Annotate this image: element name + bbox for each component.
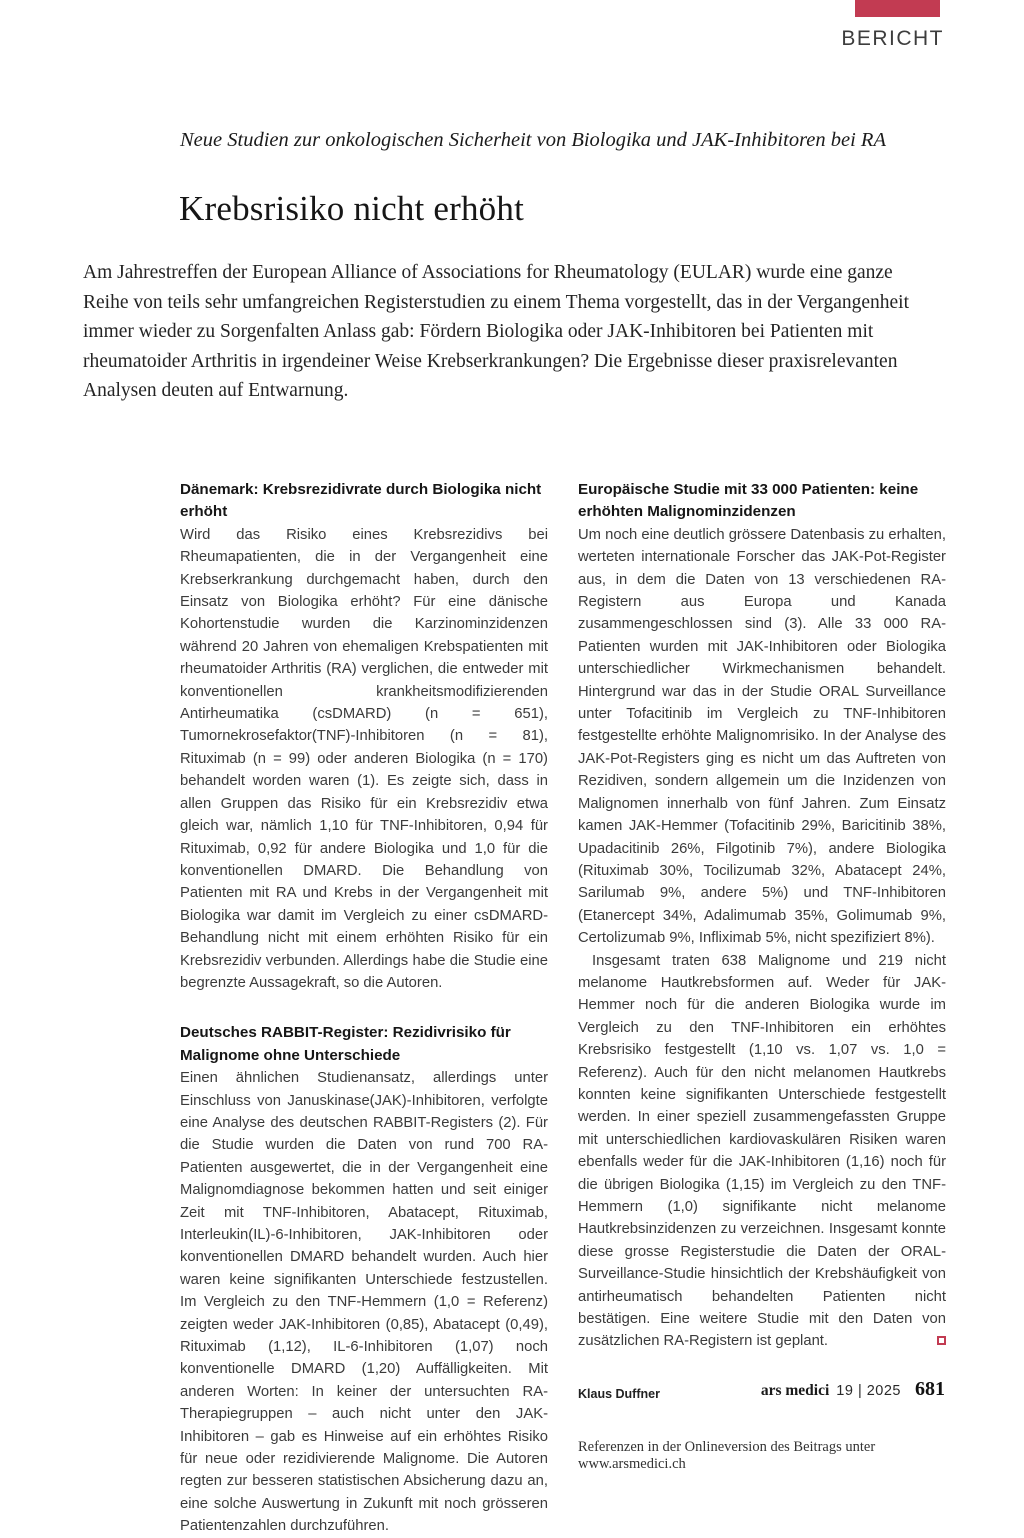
section-rabbit xyxy=(180,1022,548,1537)
section-heading-european-study: Europäische Studie mit 33 000 Patienten: keine erhöhten Malignominzidenzen xyxy=(578,481,919,521)
reference-note: Referenzen in der Onlineversion des Beitrags unter www.arsmedici.ch xyxy=(578,1438,876,1472)
section-body-european-study-p2-text: Insgesamt traten 638 Malignome und 219 nicht melanome Hautkrebsformen auf. Weder für JAK-Hemmer noch für die anderen Biologika wurde im Vergleich zu den TNF-Inhibitoren ein erhöhtes Krebsrisiko festgestellt (1,10 vs. 1,07 vs. 1,0 = Referenz). Auch für den nicht melanomen Hautkrebs konnten keine signifikanten Unterschiede festgestellt werden. In einer speziell zusammengefassten Gruppe mit unterschiedlichen kardiovaskulären Risiken waren ebenfalls weder für die JAK-Inhibitoren (1,16) noch für die übrigen Biologika (1,15) im Vergleich zu den TNF-Hemmern (1,0) signifikante nicht melanome Hautkrebsinzidenzen zu verzeichnen. Insgesamt konnte diese grosse Registerstudie die Daten der ORAL-Surveillance-Studie hinsichtlich der Krebshäufigkeit von antirheumatisch behandelten Patienten nicht bestätigen. Eine weitere Studie mit den Daten von zusätzlichen RA-Registern ist geplant. xyxy=(578,952,946,1350)
lead-paragraph: Am Jahrestreffen der European Alliance of Associations for Rheumatology (EULAR) wurde eine ganze Reihe von teils sehr umfangreichen Registerstudien zu einem Thema vorgestellt, das in der Vergangenheit immer wieder zu Sorgenfalten Anlass gab: Fördern Biologika oder JAK-Inhibitoren bei Patienten mit rheumatoider Arthritis in irgendeiner Weise Krebserkrankungen? Die Ergebnisse dieser praxisrelevanten Analysen deuten auf Entwarnung. xyxy=(83,262,909,402)
section-body-denmark: Wird das Risiko eines Krebsrezidivs bei Rheumapatienten, die in der Vergangenheit eine Krebserkrankung durchgemacht haben, durch den Einsatz von Biologika erhöht? Für eine dänische Kohortenstudie wurden die Karzinominzidenzen während 20 Jahren von ehemaligen Krebspatienten mit rheumatoider Arthritis (RA) verglichen, die entweder mit konventionellen krankheitsmodifizierenden Antirheumatika (csDMARD) (n = 651), Tumornekrosefaktor(TNF)-Inhibitoren (n = 81), Rituximab (n = 99) oder anderen Biologika (n = 170) behandelt worden waren (1). Es zeigte sich, dass in allen Gruppen das Risiko für ein Krebsrezidiv etwa gleich war, nämlich 1,10 für TNF-Inhibitoren, 0,94 für Rituximab, 0,92 für andere Biologika und 1,0 für die konventionellen DMARD. Die Behandlung von Patienten mit RA und Krebs in der Vergangenheit mit Biologika war damit im Vergleich zu einer csDMARD-Behandlung nicht mit einem erhöhten Risiko für ein Krebsrezidiv verbunden. Allerdings habe die Studie eine begrenzte Aussagekraft, so die Autoren. xyxy=(180,526,548,991)
section-tag: BERICHT xyxy=(841,27,944,50)
page-number: 681 xyxy=(915,1378,945,1400)
page-title: Krebsrisiko nicht erhöht xyxy=(179,189,525,229)
section-heading-rabbit: Deutsches RABBIT-Register: Rezidivrisiko für Malignome ohne Unterschiede xyxy=(180,1024,511,1064)
article-end-marker-icon xyxy=(937,1336,946,1345)
journal-name: ars medici xyxy=(760,1382,830,1399)
page-footer xyxy=(761,1378,945,1401)
article-kicker: Neue Studien zur onkologischen Sicherheit von Biologika und JAK-Inhibitoren bei RA xyxy=(180,129,886,151)
section-body-european-study-p2 xyxy=(578,950,946,1353)
section-body-european-study-p1: Um noch eine deutlich grössere Datenbasis zu erhalten, werteten internationale Forscher das JAK-Pot-Register aus, in dem die Daten von 13 verschiedenen RA-Registern aus Europa und Kanada zusammengeschlossen sind (3). Alle 33 000 RA-Patienten wurden mit JAK-Inhibitoren oder Biologika unterschiedlicher Wirkmechanismen behandelt. Hintergrund war das in der Studie ORAL Surveillance unter Tofacitinib im Vergleich zu TNF-Inhibitoren festgestellte erhöhte Malignomrisiko. In der Analyse des JAK-Pot-Registers ging es nicht um das Auftreten von Rezidiven, sondern allgemein um die Inzidenzen von Malignomen innerhalb von fünf Jahren. Zum Einsatz kamen JAK-Hemmer (Tofacitinib 29%, Baricitinib 38%, Upadacitinib 26%, Filgotinib 7%), andere Biologika (Rituximab 30%, Tocilizumab 32%, Abatacept 24%, Sarilumab 9%, andere 5%) und TNF-Inhibitoren (Etanercept 34%, Adalimumab 35%, Golimumab 9%, Certolizumab 9%, Infliximab 5%, nicht spezifiziert 8%). xyxy=(578,526,946,947)
accent-bar xyxy=(855,0,940,17)
issue-number: 19 | 2025 xyxy=(836,1383,901,1399)
section-denmark xyxy=(180,479,548,994)
section-body-rabbit: Einen ähnlichen Studienansatz, allerdings unter Einschluss von Januskinase(JAK)-Inhibitoren, verfolgte eine Analyse des deutschen RABBIT-Registers (2). Für die Studie wurden die Daten von rund 700 RA-Patienten ausgewertet, die in der Vergangenheit eine Malignomdiagnose bekommen hatten und seit einiger Zeit mit TNF-Inhibitoren, Abatacept, Rituximab, Interleukin(IL)-6-Inhibitoren, JAK-Inhibitoren oder konventionellen DMARD behandelt wurden. Auch hier waren keine signifikanten Unterschiede festzustellen. Im Vergleich zu den TNF-Hemmern (1,0 = Referenz) zeigten weder JAK-Inhibitoren (0,85), Abatacept (0,49), Rituximab (1,12), IL-6-Inhibitoren (1,07) noch konventionelle DMARD (1,20) Auffälligkeiten. Mit anderen Worten: In keiner der untersuchten RA-Therapiegruppen – auch nicht unter den JAK-Inhibitoren – gab es Hinweise auf ein erhöhtes Risiko für neue oder rezidivierende Malignome. Die Autoren regten zur besseren statistischen Absicherung dazu an, eine solche Auswertung in Zukunft mit noch grösseren Patientenzahlen durchzuführen. xyxy=(180,1070,548,1535)
section-european-study xyxy=(578,479,946,1353)
section-heading-denmark: Dänemark: Krebsrezidivrate durch Biologika nicht erhöht xyxy=(180,481,542,521)
left-column xyxy=(180,479,548,1538)
author-byline: Klaus Duffner xyxy=(578,1386,660,1401)
